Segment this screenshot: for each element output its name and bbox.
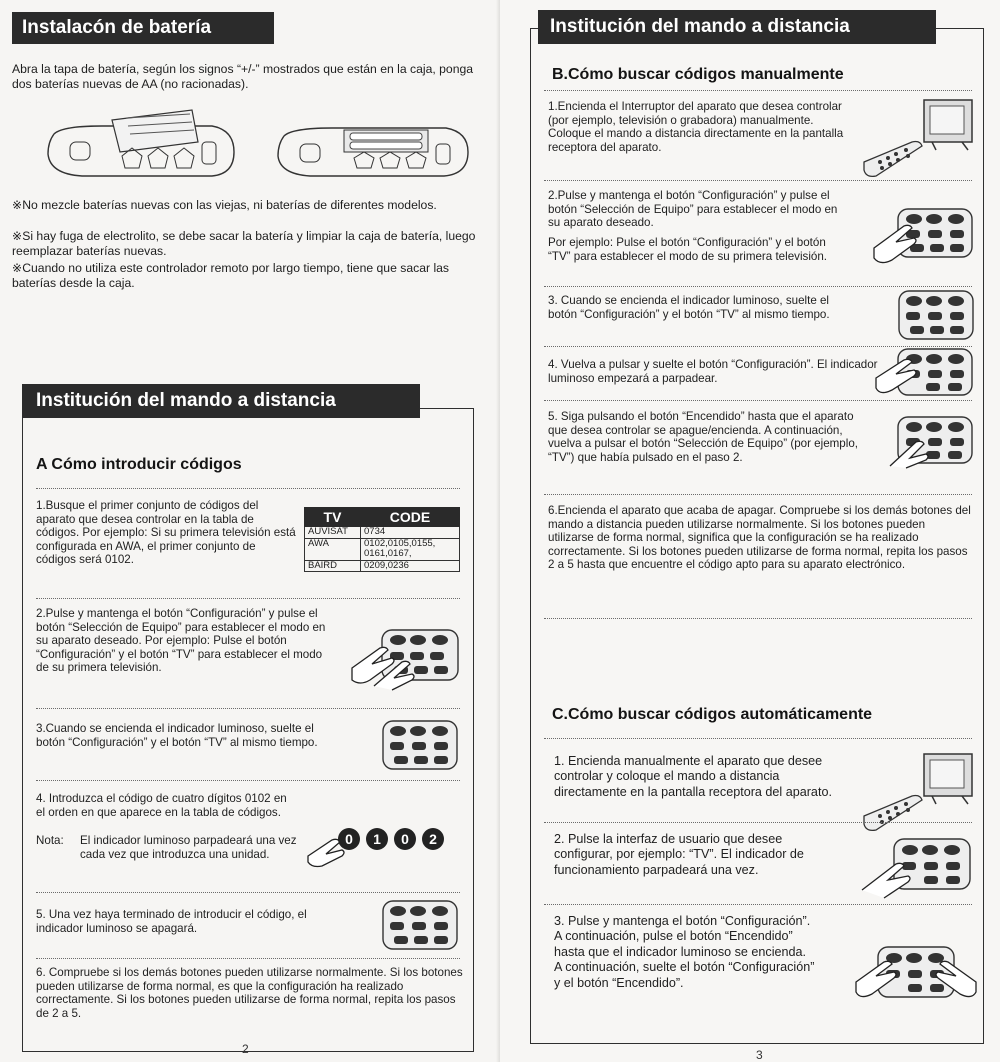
page-number-right: 3: [756, 1048, 763, 1062]
remote-hands-illustration: [856, 946, 976, 1004]
step-c-2: 2. Pulse la interfaz de usuario que desee configurar, por ejemplo: “TV”. El indicador de funcionamiento parpadeará una vez.: [554, 832, 804, 877]
page-number-left: 2: [242, 1042, 249, 1056]
divider: [544, 346, 972, 347]
step-a-2: 2.Pulse y mantenga el botón “Configuración” y pulse el botón “Selección de Equipo” para establecer el modo en su aparato deseado. Por ejemplo: Pulse el botón “Configuración” y el botón “TV” para establecer el modo de su primera televisión.: [36, 607, 326, 675]
tv-and-remote-illustration: [862, 98, 974, 180]
divider: [36, 958, 460, 959]
section-b-title: B.Cómo buscar códigos manualmente: [552, 66, 844, 83]
battery-note-1: ※No mezcle baterías nuevas con las viejas, ni baterías de diferentes modelos.: [12, 198, 437, 212]
step-a-6: 6. Compruebe si los demás botones pueden utilizarse normalmente. Si los botones pueden utilizarse de forma normal, es que la configuración ha realizado correctamente. Si los botones pueden utilizarse de forma normal, repita los pasos de 2 a 5.: [36, 966, 463, 1020]
battery-cover-remote-illustration: [42, 112, 242, 184]
code-table-cell: AWA: [305, 538, 361, 549]
divider: [544, 90, 972, 91]
step-b-2-example: Por ejemplo: Pulse el botón “Configuración” y el botón “TV” para establecer el modo de su primera televisión.: [548, 236, 828, 263]
step-a-3: 3.Cuando se encienda el indicador luminoso, suelte el botón “Configuración” y el botón “TV” al mismo tiempo.: [36, 722, 318, 749]
step-c-1: 1. Encienda manualmente el aparato que desee controlar y coloque el mando a distancia directamente en la pantalla receptora del aparato.: [554, 754, 832, 799]
divider: [544, 618, 972, 619]
code-table-cell: AUVISAT: [305, 527, 361, 539]
remote-keypad-illustration: [898, 290, 974, 340]
remote-hands-illustration: [862, 838, 972, 898]
divider: [544, 286, 972, 287]
divider: [544, 738, 972, 739]
battery-note-3: ※Cuando no utiliza este controlador remoto por largo tiempo, tiene que sacar las baterías desde la caja.: [12, 261, 450, 290]
step-b-3: 3. Cuando se encienda el indicador luminoso, suelte el botón “Configuración” y el botón “TV” al mismo tiempo.: [548, 294, 830, 321]
step-b-2: 2.Pulse y mantenga el botón “Configuración” y pulse el botón “Selección de Equipo” para establecer el modo en su aparato deseado.: [548, 189, 838, 230]
code-table-header-code: CODE: [361, 508, 460, 527]
step-b-1: 1.Encienda el Interruptor del aparato que desea controlar (por ejemplo, televisión o grabadora) manualmente. Coloque el mando a distancia directamente en la pantalla receptora del aparato.: [548, 100, 844, 154]
divider: [36, 892, 460, 893]
step-b-6: 6.Encienda el aparato que acaba de apagar. Compruebe si los demás botones del mando a distancia pueden utilizarse normalmente. Si los botones pueden utilizarse de forma normal, significa que la configuración se ha realizado correctamente. Si los botones pueden utilizarse de forma normal, repita los pasos 2 a 5 hasta que encuentre el código apto para su aparato electrónico.: [548, 504, 971, 572]
digit-key: 2: [422, 828, 444, 850]
step-c-3: 3. Pulse y mantenga el botón “Configuración”. A continuación, pulse el botón “Encendido” hasta que el indicador luminoso se encienda. A continuación, suelte el botón “Configuración” y el botón “Encendido”.: [554, 914, 815, 990]
remote-header-left: Institución del mando a distancia: [22, 384, 420, 418]
code-table: [304, 507, 460, 572]
digit-sequence: [338, 828, 444, 850]
remote-hands-illustration: [876, 416, 974, 468]
step-b-4: 4. Vuelva a pulsar y suelte el botón “Configuración”. El indicador luminoso empezará a parpadear.: [548, 358, 878, 385]
code-table-cell: BAIRD: [305, 560, 361, 572]
code-table-cell: 0102,0105,0155,: [361, 538, 460, 549]
battery-inserted-remote-illustration: [274, 118, 474, 184]
digit-key: 0: [338, 828, 360, 850]
divider: [36, 488, 460, 489]
step-a-4: 4. Introduzca el código de cuatro dígitos 0102 en el orden en que aparece en la tabla de códigos.: [36, 792, 287, 819]
section-a-title: A Cómo introducir códigos: [36, 456, 242, 473]
remote-hands-illustration: [352, 628, 462, 690]
remote-header-right: Institución del mando a distancia: [538, 10, 936, 44]
right-page: [500, 0, 1000, 1062]
remote-hands-illustration: [874, 208, 974, 264]
step-b-5: 5. Siga pulsando el botón “Encendido” hasta que el aparato que desea controlar se apague/encienda. A continuación, vuelva a pulsar el botón “Selección de Equipo” (por ejemplo, “TV”) que había pulsado en el paso 2.: [548, 410, 858, 464]
code-table-cell: [305, 549, 361, 560]
divider: [36, 780, 460, 781]
battery-header: Instalacón de batería: [12, 12, 274, 44]
digit-key: 0: [394, 828, 416, 850]
divider: [544, 494, 972, 495]
code-table-cell: 0734: [361, 527, 460, 539]
code-table-cell: 0161,0167,: [361, 549, 460, 560]
divider: [36, 598, 460, 599]
divider: [544, 400, 972, 401]
code-table-header-tv: TV: [305, 508, 361, 527]
digit-key: 1: [366, 828, 388, 850]
battery-intro: Abra la tapa de batería, según los signos “+/-” mostrados que están en la caja, ponga dos baterías nuevas de AA (no racionadas).: [12, 62, 474, 91]
remote-hands-illustration: [876, 348, 974, 400]
divider: [544, 904, 972, 905]
battery-note-2: ※Si hay fuga de electrolito, se debe sacar la batería y limpiar la caja de batería, luego reemplazar baterías nuevas.: [12, 229, 476, 258]
step-a-5: 5. Una vez haya terminado de introducir el código, el indicador luminoso se apagará.: [36, 908, 307, 935]
step-a-4-note: El indicador luminoso parpadeará una vez cada vez que introduzca una unidad.: [80, 834, 297, 861]
step-a-1: 1.Busque el primer conjunto de códigos del aparato que desea controlar en la tabla de códigos. Por ejemplo: Si su primera televisión está configurada en AWA, el primer conjunto de códigos será 0102.: [36, 499, 296, 567]
divider: [544, 822, 972, 823]
divider: [544, 180, 972, 181]
remote-keypad-illustration: [382, 720, 458, 770]
section-c-title: C.Cómo buscar códigos automáticamente: [552, 706, 873, 723]
divider: [36, 708, 460, 709]
remote-keypad-illustration: [382, 900, 458, 950]
step-a-4-note-label: Nota:: [36, 834, 64, 847]
code-table-cell: 0209,0236: [361, 560, 460, 572]
